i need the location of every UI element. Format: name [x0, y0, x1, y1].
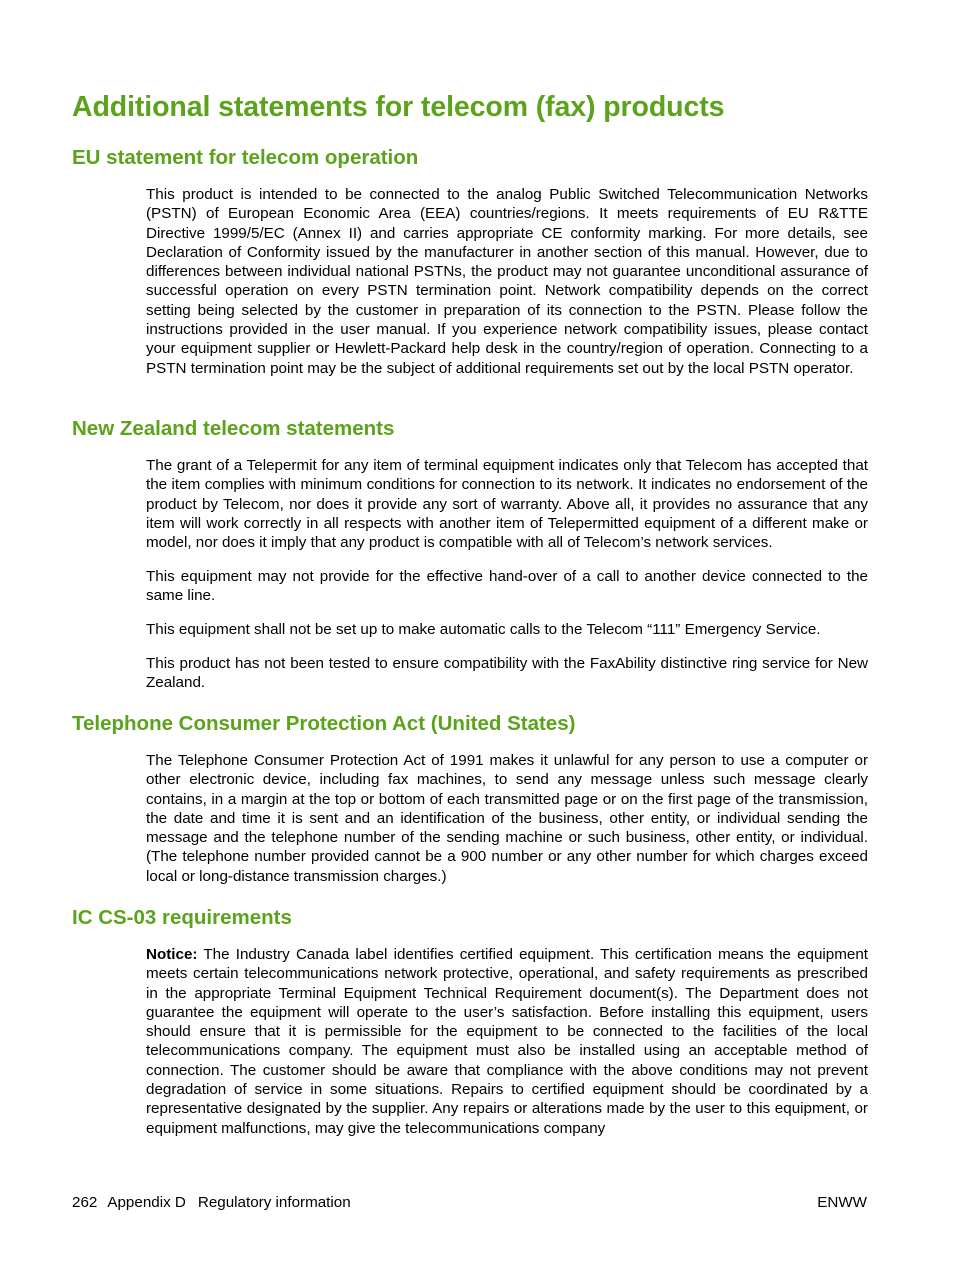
paragraph: The grant of a Telepermit for any item of terminal equipment indicates only that Telecom has accepted that the item complies with minimum conditions for connection to its network. It indicates no endorsement of the product by Telecom, nor does it provide any sort of warranty. Above all, it provides no assurance that any item will work correctly in all respects with another item of Telepermitted equipment of a different make or model, nor does it imply that any product is compatible with all of Telecom’s network services. — [146, 457, 868, 552]
page-title: Additional statements for telecom (fax) products — [72, 91, 725, 123]
section-heading-tcpa: Telephone Consumer Protection Act (United States) — [72, 712, 576, 735]
notice-label: Notice: — [146, 946, 198, 963]
footer-edition: ENWW — [817, 1194, 867, 1211]
paragraph: The Telephone Consumer Protection Act of 1991 makes it unlawful for any person to use a computer or other electronic device, including fax machines, to send any message unless such message clearly contains, in a margin at the top or bottom of each transmitted page or on the first page of the transmission, the date and time it is sent and an identification of the business, other entity, or individual sending the message and the telephone number of the sending machine or such business, other entity, or individual. (The telephone number provided cannot be a 900 number or any other number for which charges exceed local or long-distance transmission charges.) — [146, 752, 868, 885]
notice-paragraph — [146, 945, 868, 1138]
section-heading-eu-statement: EU statement for telecom operation — [72, 146, 419, 169]
section-body-eu-statement — [146, 185, 868, 378]
paragraph: This product is intended to be connected to the analog Public Switched Telecommunication Networks (PSTN) of European Economic Area (EEA) countries/regions. It meets requirements of EU R&TTE Directive 1999/5/EC (Annex II) and carries appropriate CE conformity marking. For more details, see Declaration of Conformity issued by the manufacturer in another section of this manual. However, due to differences between individual national PSTNs, the product may not guarantee unconditional assurance of successful operation on every PSTN termination point. Network compatibility depends on the correct setting being selected by the customer in preparation of its connection to the PSTN. Please follow the instructions provided in the user manual. If you experience network compatibility issues, please contact your equipment supplier or Hewlett-Packard help desk in the country/region of operation. Connecting to a PSTN termination point may be the subject of additional requirements set out by the local PSTN operator. — [146, 186, 868, 377]
footer-page-number: 262 — [72, 1194, 98, 1211]
section-body-tcpa — [146, 751, 868, 886]
footer-appendix: Appendix D — [107, 1194, 186, 1211]
footer-left — [72, 1193, 351, 1212]
paragraph: This equipment may not provide for the effective hand-over of a call to another device connected to the same line. — [146, 567, 868, 605]
footer-chapter: Regulatory information — [197, 1194, 351, 1211]
notice-text: The Industry Canada label identifies certified equipment. This certification means the equipment meets certain telecommunications network protective, operational, and safety requirements as prescribed in the appropriate Terminal Equipment Technical Requirement document(s). The Department does not guarantee the equipment will operate to the user’s satisfaction. Before installing this equipment, users should ensure that it is permissible for the equipment to be connected to the facilities of the local telecommunications company. The equipment must also be installed using an acceptable method of connection. The customer should be aware that compliance with the above conditions may not prevent degradation of service in some situations. Repairs to certified equipment should be coordinated by a representative designated by the supplier. Any repairs or alterations made by the user to this equipment, or equipment malfunctions, may give the telecommunications company — [146, 946, 868, 1137]
section-body-new-zealand — [146, 456, 868, 692]
section-body-ic-cs03 — [146, 945, 868, 1138]
paragraph: This product has not been tested to ensure compatibility with the FaxAbility distinctive ring service for New Zealand. — [146, 654, 868, 692]
paragraph: This equipment shall not be set up to make automatic calls to the Telecom “111” Emergency Service. — [146, 621, 821, 639]
section-heading-new-zealand: New Zealand telecom statements — [72, 417, 395, 440]
section-heading-ic-cs03: IC CS-03 requirements — [72, 906, 292, 929]
